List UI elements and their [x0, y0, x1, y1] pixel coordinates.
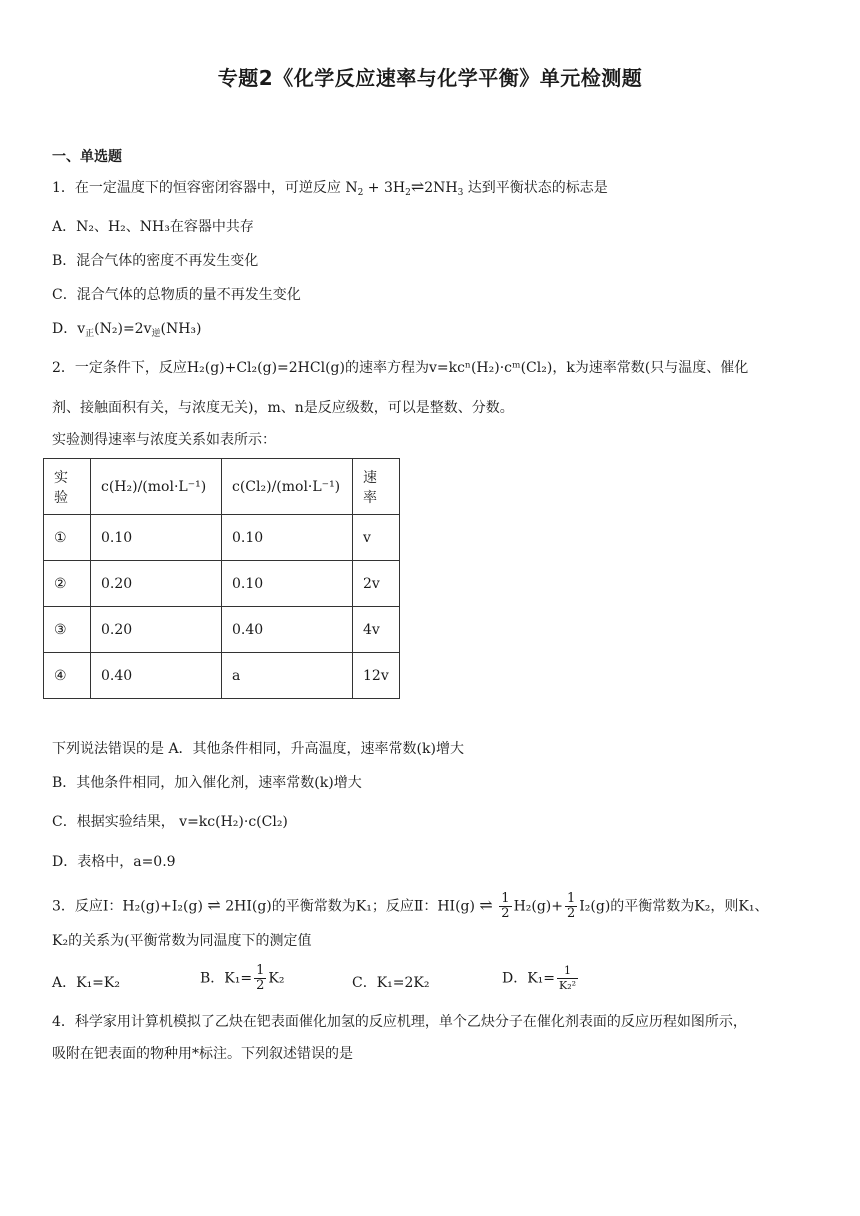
- table-row: [44, 653, 400, 699]
- table-row: [44, 515, 400, 561]
- q3-stem-line2: K₂的关系为(平衡常数为同温度下的测定值: [52, 933, 312, 949]
- q2-option-a: 下列说法错误的是 A．其他条件相同，升高温度，速率常数(k)增大: [52, 741, 464, 757]
- table-cell: 0.40: [222, 607, 353, 653]
- equilibrium-arrow-icon: ⇌: [410, 177, 425, 196]
- fraction-half: [499, 892, 511, 921]
- fraction-numerator: 1: [567, 891, 576, 906]
- q1-stem-text: 1．在一定温度下的恒容密闭容器中，可逆反应 N: [52, 180, 358, 196]
- table-row: [44, 561, 400, 607]
- fraction-inverse: [557, 964, 578, 993]
- fraction-half: [565, 892, 577, 921]
- table-header: 速率: [353, 459, 400, 515]
- q2-option-c: C．根据实验结果， v=kc(H₂)·c(Cl₂): [52, 814, 288, 830]
- q3-option-b: [200, 964, 284, 993]
- equilibrium-arrow-icon: ⇌: [207, 895, 221, 915]
- table-header: c(H₂)/(mol·L⁻¹): [91, 459, 222, 515]
- fraction-numerator: 1: [501, 891, 510, 906]
- q2-stem-line1: 2．一定条件下，反应H₂(g)+Cl₂(g)=2HCl(g)的速率方程为v=kcⁿ(H₂)·cᵐ(Cl₂)，k为速率常数(只与温度、催化: [52, 360, 749, 376]
- q1-sub: 3: [457, 188, 464, 198]
- q2-stem-line3: 实验测得速率与浓度关系如表所示：: [52, 432, 276, 448]
- q1-d-text: D．v: [52, 321, 86, 337]
- q1-option-c: C．混合气体的总物质的量不再发生变化: [52, 287, 301, 303]
- q1-stem-text: 2NH: [424, 180, 458, 196]
- table-cell: ②: [44, 561, 91, 607]
- table-cell: 0.10: [91, 515, 222, 561]
- table-cell: 0.10: [222, 561, 353, 607]
- q3-option-d: [502, 964, 580, 993]
- q2-stem-line2: 剂、接触面积有关，与浓度无关)，m、n是反应级数，可以是整数、分数。: [52, 400, 514, 416]
- table-cell: a: [222, 653, 353, 699]
- q4-stem-line2: 吸附在钯表面的物种用*标注。下列叙述错误的是: [52, 1046, 353, 1062]
- q3-b-text: B．K₁=: [200, 970, 253, 987]
- q1-option-b: B．混合气体的密度不再发生变化: [52, 253, 259, 269]
- q3-stem-text: I₂(g)的平衡常数为K₂，则K₁、: [579, 898, 769, 915]
- table-cell: ④: [44, 653, 91, 699]
- q3-option-c: C．K₁=2K₂: [352, 975, 430, 991]
- q3-option-a: A．K₁=K₂: [52, 975, 120, 991]
- table-row: [44, 607, 400, 653]
- q3-stem-text: H₂(g)+: [513, 898, 563, 915]
- q3-d-text: D．K₁=: [502, 970, 556, 987]
- table-cell: 0.20: [91, 561, 222, 607]
- fraction-denominator: 2: [567, 906, 576, 921]
- table-header: c(Cl₂)/(mol·L⁻¹): [222, 459, 353, 515]
- table-cell: 12v: [353, 653, 400, 699]
- fraction-numerator: 1: [256, 963, 265, 978]
- q1-d-sub: 正: [85, 329, 95, 339]
- q2-option-b: B．其他条件相同，加入催化剂，速率常数(k)增大: [52, 775, 362, 791]
- table-cell: 0.20: [91, 607, 222, 653]
- q1-stem-text: + 3H: [363, 180, 406, 196]
- q1-stem-text: 达到平衡状态的标志是: [463, 180, 608, 196]
- table-cell: ③: [44, 607, 91, 653]
- fraction-denominator: 2: [256, 978, 265, 993]
- table-cell: 2v: [353, 561, 400, 607]
- table-cell: ①: [44, 515, 91, 561]
- q2-option-d: D．表格中，a=0.9: [52, 854, 176, 870]
- table-cell: 4v: [353, 607, 400, 653]
- q1-sub: 2: [405, 188, 411, 198]
- q1-d-text: (N₂)=2v: [94, 321, 152, 337]
- q3-stem-line1: [52, 892, 768, 921]
- table-header: 实验: [44, 459, 91, 515]
- fraction-half: [254, 964, 266, 993]
- q1-d-text: (NH₃): [160, 321, 202, 337]
- q3-b-text: K₂: [268, 970, 285, 987]
- table-cell: 0.40: [91, 653, 222, 699]
- q1-option-d: [52, 319, 202, 344]
- q1-d-sub: 逆: [151, 329, 161, 339]
- q1-option-a: A．N₂、H₂、NH₃在容器中共存: [52, 219, 254, 235]
- q1-sub: 2: [357, 188, 364, 198]
- equilibrium-arrow-icon: ⇌: [479, 895, 493, 915]
- table-cell: v: [353, 515, 400, 561]
- q3-stem-text: 2HI(g)的平衡常数为K₁；反应Ⅱ：HI(g): [225, 898, 475, 915]
- fraction-numerator: 1: [557, 964, 578, 979]
- q3-stem-text: 3．反应Ⅰ：H₂(g)+I₂(g): [52, 898, 203, 915]
- page-title: 专题2《化学反应速率与化学平衡》单元检测题: [217, 66, 643, 90]
- section-heading: 一、单选题: [52, 149, 122, 165]
- q4-stem-line1: 4．科学家用计算机模拟了乙炔在钯表面催化加氢的反应机理，单个乙炔分子在催化剂表面的反应历程如图所示，: [52, 1014, 747, 1030]
- table-header-row: [44, 459, 400, 515]
- fraction-denominator: K₂²: [559, 979, 577, 992]
- fraction-denominator: 2: [501, 906, 510, 921]
- table-cell: 0.10: [222, 515, 353, 561]
- q1-stem: [52, 177, 608, 203]
- rate-table: [43, 458, 400, 699]
